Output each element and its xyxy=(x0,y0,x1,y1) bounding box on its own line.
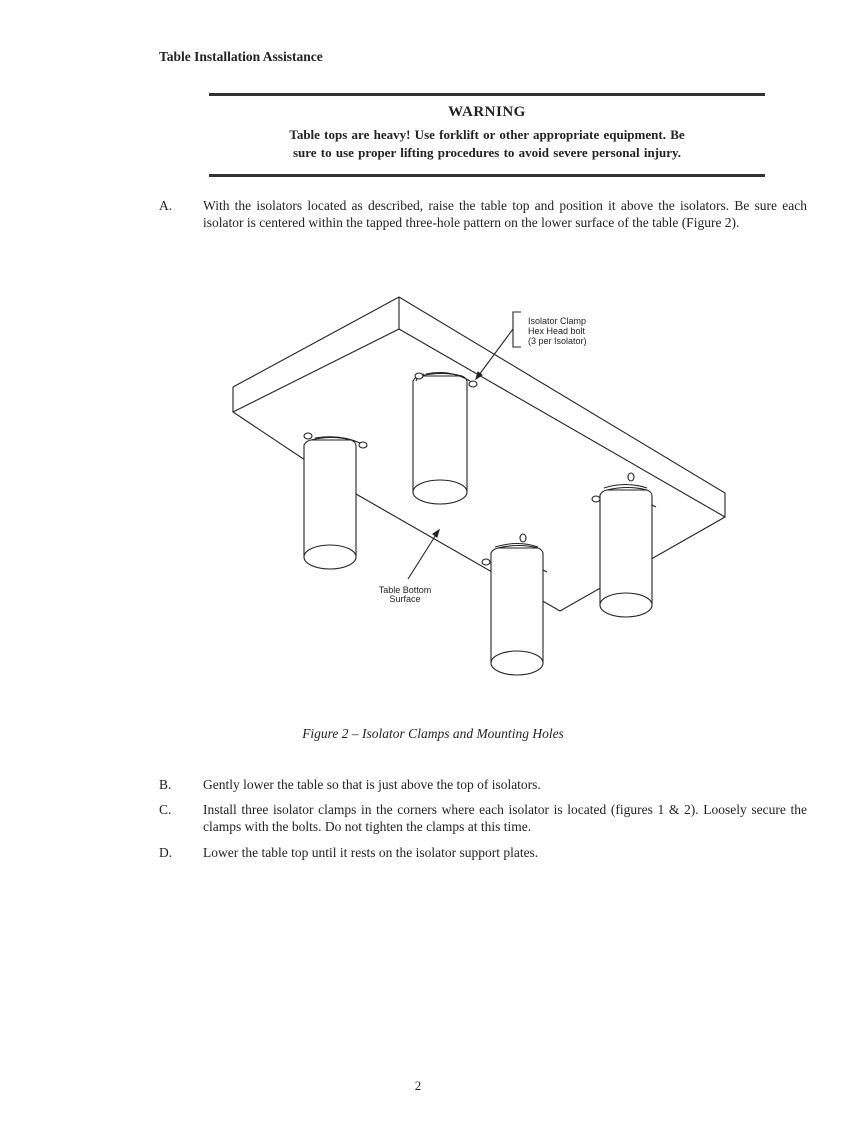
figure-caption: Figure 2 – Isolator Clamps and Mounting Holes xyxy=(302,726,564,741)
clamp-label-line-2: Hex Head bolt xyxy=(528,326,586,336)
clamp-label-line-1: Isolator Clamp xyxy=(528,316,587,326)
isolator xyxy=(413,373,477,504)
isolator xyxy=(304,433,367,569)
warning-text xyxy=(209,126,765,162)
warning-box xyxy=(209,93,765,177)
surface-label-line-2: Surface xyxy=(389,594,421,604)
step-letter: B. xyxy=(159,777,172,792)
page-number: 2 xyxy=(414,1078,422,1093)
warning-title: WARNING xyxy=(448,104,526,120)
callout-isolator-clamp xyxy=(476,312,587,379)
step-text: With the isolators located as described, raise the table top and position it above the isolators. Be sure each isolator is centered within the tapped three-hole pattern on the lower surface of the table (Figure 2). xyxy=(203,198,807,230)
isolator xyxy=(482,534,547,675)
isolator xyxy=(592,473,656,617)
callout-table-bottom-surface xyxy=(379,530,439,604)
step-text: Install three isolator clamps in the corners where each isolator is located (figures 1 & 2). Loosely secure the clamps with the bolts. Do not tighten the clamps at this time. xyxy=(203,802,807,834)
surface-label-line-1: Table Bottom xyxy=(378,585,432,595)
page-heading: Table Installation Assistance xyxy=(159,49,323,64)
step-text: Gently lower the table so that is just above the top of isolators. xyxy=(203,777,541,792)
step-letter: C. xyxy=(159,802,172,817)
step-text: Lower the table top until it rests on the isolator support plates. xyxy=(203,845,539,860)
warning-line-2: sure to use proper lifting procedures to avoid severe personal injury. xyxy=(292,145,682,160)
warning-line-1: Table tops are heavy! Use forklift or other appropriate equipment. Be xyxy=(289,127,685,142)
step-letter: A. xyxy=(159,198,173,213)
step-letter: D. xyxy=(159,845,173,860)
clamp-label-line-3: (3 per Isolator) xyxy=(528,336,587,346)
figure-2-diagram xyxy=(180,285,780,695)
